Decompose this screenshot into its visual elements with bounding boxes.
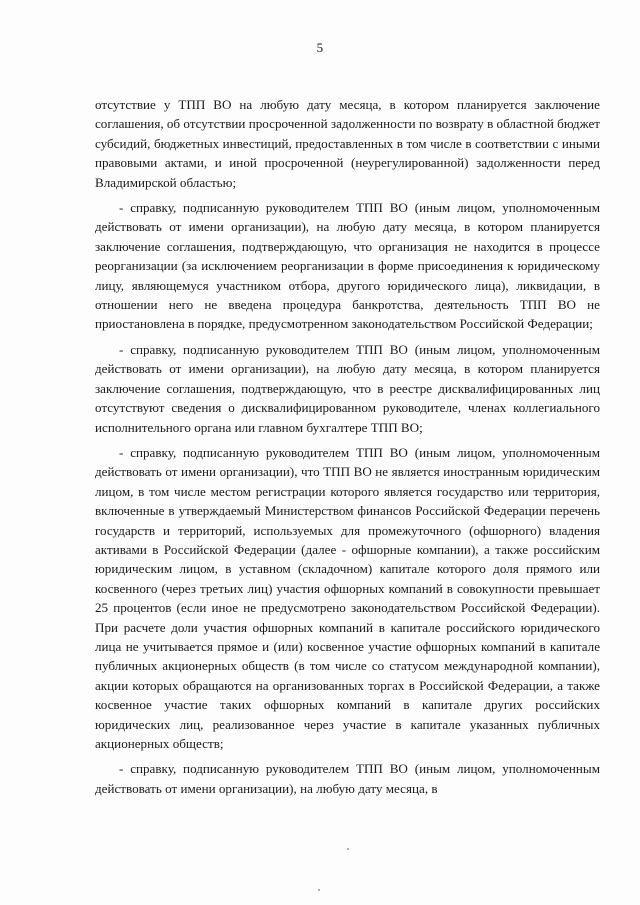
paragraph-continuation: отсутствие у ТПП ВО на любую дату месяца, в котором планируется заключение соглашения, об отсутствии просроченной задолженности по возврату в областной бюджет субсидий, бюджетных инвестиций, предоставленных в том числе в соответствии с иными правовыми актами, и иной просроченной (неурегулированной) задолженности перед Владимирской областью; — [95, 97, 600, 190]
paragraph-disqualified-persons-certificate: - справку, подписанную руководителем ТПП ВО (иным лицом, уполномоченным действовать от имени организации), на любую дату месяца, в котором планируется заключение соглашения, подтверждающую, что в реестре дисквалифицированных лиц отсутствуют сведения о дисквалифицированном руководителе, членах коллегиального исполнительного органа или главном бухгалтере ТПП ВО; — [95, 341, 600, 435]
paragraph-offshore-certificate: - справку, подписанную руководителем ТПП ВО (иным лицом, уполномоченным действовать от имени организации), что ТПП ВО не является иностранным юридическим лицом, в том числе местом регистрации которого является государство или территория, включенные в утверждаемый Министерством финансов Российской Федерации перечень государств и территорий, используемых для промежуточного (офшорного) владения активами в Российской Федерации (далее - офшорные компании), а также российским юридическим лицом, в уставном (складочном) капитале которого доля прямого или косвенного (через третьих лиц) участия офшорных компаний в совокупности превышает 25 процентов (если иное не предусмотрено законодательством Российской Федерации). При расчете доли участия офшорных компаний в капитале российского юридического лица не учитывается прямое и (или) косвенное участие офшорных компаний в капитале публичных акционерных обществ (в том числе со статусом международной компании), акции которых обращаются на организованных торгах в Российской Федерации, а также косвенное участие таких офшорных компаний в капитале других российских юридических лиц, реализованное через участие в капитале указанных публичных акционерных обществ; — [95, 444, 600, 751]
page-number: 5 — [316, 40, 324, 55]
scan-speck — [318, 889, 320, 891]
paragraph-next-certificate: - справку, подписанную руководителем ТПП ВО (иным лицом, уполномоченным действовать от имени организации), на любую дату месяца, в — [95, 761, 600, 796]
scan-speck — [347, 848, 349, 850]
paragraph-reorganization-certificate: - справку, подписанную руководителем ТПП ВО (иным лицом, уполномоченным действовать от имени организации), на любую дату месяца, в котором планируется заключение соглашения, подтверждающую, что организация не находится в процессе реорганизации (за исключением реорганизации в форме присоединения к юридическому лицу, являющемуся участником отбора, другого юридического лица), ликвидации, в отношении него не введена процедура банкротства, деятельность ТПП ВО не приостановлена в порядке, предусмотренном законодательством Российской Федерации; — [95, 200, 600, 332]
document-body — [95, 95, 600, 802]
